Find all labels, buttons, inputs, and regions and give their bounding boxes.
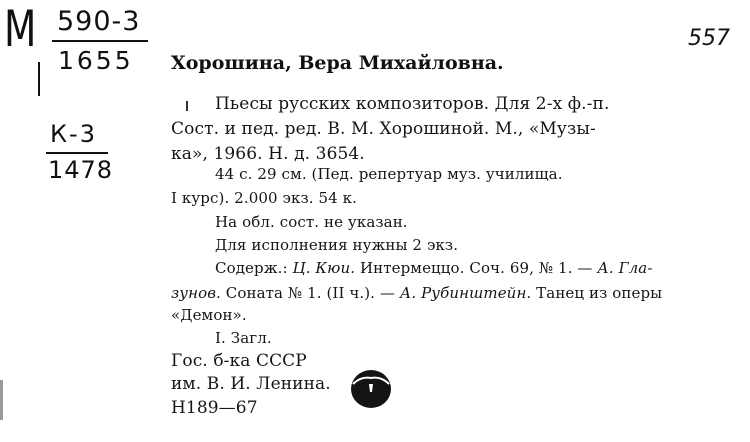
composer-glazunov-part: А. Гла- <box>597 259 653 277</box>
composer-rubinstein: А. Рубинштейн. <box>399 284 532 302</box>
contents-work-3: Танец из оперы <box>531 284 663 302</box>
author-heading: Хорошина, Вера Михайловна. <box>171 52 504 74</box>
shelfmark-letter: М <box>4 0 37 58</box>
contents-label: Содерж.: <box>215 259 293 277</box>
card-number: Н189—67 <box>171 398 258 418</box>
title-line-3: ка», 1966. Н. д. 3654. <box>171 144 365 164</box>
margin-tick <box>186 101 188 111</box>
second-shelfmark-number: 1478 <box>48 156 114 184</box>
library-line-2: им. В. И. Ленина. <box>171 374 331 394</box>
composer-cui: Ц. Кюи. <box>292 259 356 277</box>
library-line-1: Гос. б-ка СССР <box>171 351 307 371</box>
shelfmark-top-number: 590-3 <box>57 6 141 37</box>
contents-line-3: «Демон». <box>171 306 247 324</box>
contents-work-2: Соната № 1. (II ч.). — <box>220 284 400 302</box>
tracing-line: I. Загл. <box>215 329 272 347</box>
library-stamp-icon <box>349 366 393 410</box>
title-line-1: Пьесы русских композиторов. Для 2-х ф.-п. <box>215 94 610 114</box>
contents-work-1: Интермеццо. Соч. 69, № 1. — <box>355 259 598 277</box>
corner-number: 557 <box>688 26 730 51</box>
composer-glazunov-end: зунов. <box>171 284 221 302</box>
title-line-2: Сост. и пед. ред. В. М. Хорошиной. М., «Музы- <box>171 119 596 139</box>
second-shelfmark-code: К-3 <box>50 120 97 148</box>
collation-line-1: 44 с. 29 см. (Пед. репертуар муз. училища. <box>215 165 563 183</box>
left-edge-mark <box>0 380 3 420</box>
shelfmark-bracket-line <box>38 62 40 96</box>
contents-line-2 <box>171 284 662 302</box>
collation-line-2: I курс). 2.000 экз. 54 к. <box>171 189 357 207</box>
shelfmark-divider <box>52 40 148 42</box>
note-line-1: На обл. сост. не указан. <box>215 213 408 231</box>
second-shelfmark-divider <box>46 152 108 154</box>
contents-line-1 <box>215 259 653 277</box>
shelfmark-bottom-number: 1655 <box>58 46 134 75</box>
note-line-2: Для исполнения нужны 2 экз. <box>215 236 459 254</box>
